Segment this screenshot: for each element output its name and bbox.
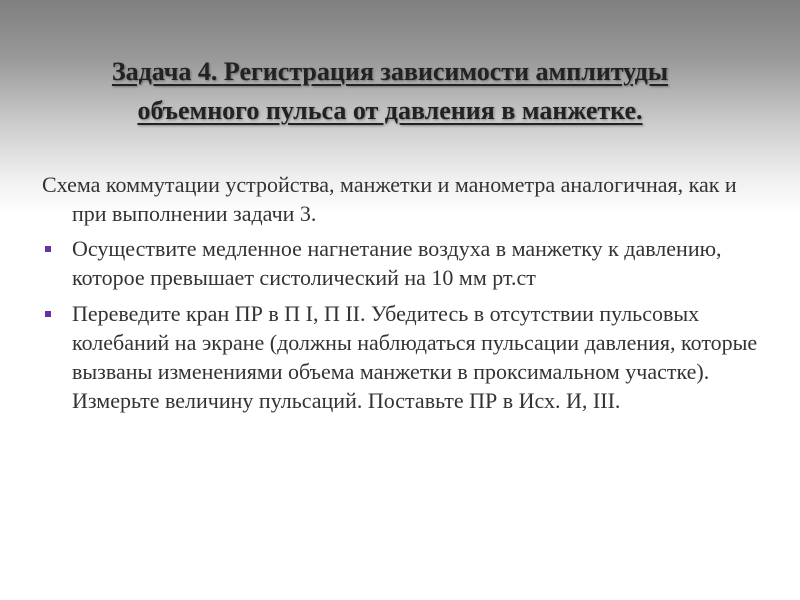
bullet-list	[42, 234, 762, 415]
bullet-text: Осуществите медленное нагнетание воздуха в манжетку к давлению, которое превышает систолический на 10 мм рт.ст	[72, 236, 722, 290]
title-line-2	[10, 91, 770, 130]
title-line-1	[10, 52, 770, 91]
bullet-item	[42, 234, 762, 292]
title-line-1-text: Задача 4. Регистрация зависимости амплитуды	[111, 57, 669, 86]
bullet-item	[42, 299, 762, 415]
title-line-2-text: объемного пульса от давления в манжетке.	[137, 96, 643, 125]
slide-body	[42, 170, 762, 422]
bullet-text: Переведите кран ПР в П I, П II. Убедитесь в отсутствии пульсовых колебаний на экране (должны наблюдаться пульсации давления, которые вызваны изменениями объема манжетки в проксимальном участке). Измерьте величину пульсаций. Поставьте ПР в Исх. И, III.	[72, 301, 758, 413]
intro-paragraph: Схема коммутации устройства, манжетки и манометра аналогичная, как и при выполнении задачи 3.	[42, 172, 737, 226]
square-bullet-icon	[45, 246, 51, 252]
square-bullet-icon	[45, 311, 51, 317]
slide-title	[10, 52, 770, 130]
